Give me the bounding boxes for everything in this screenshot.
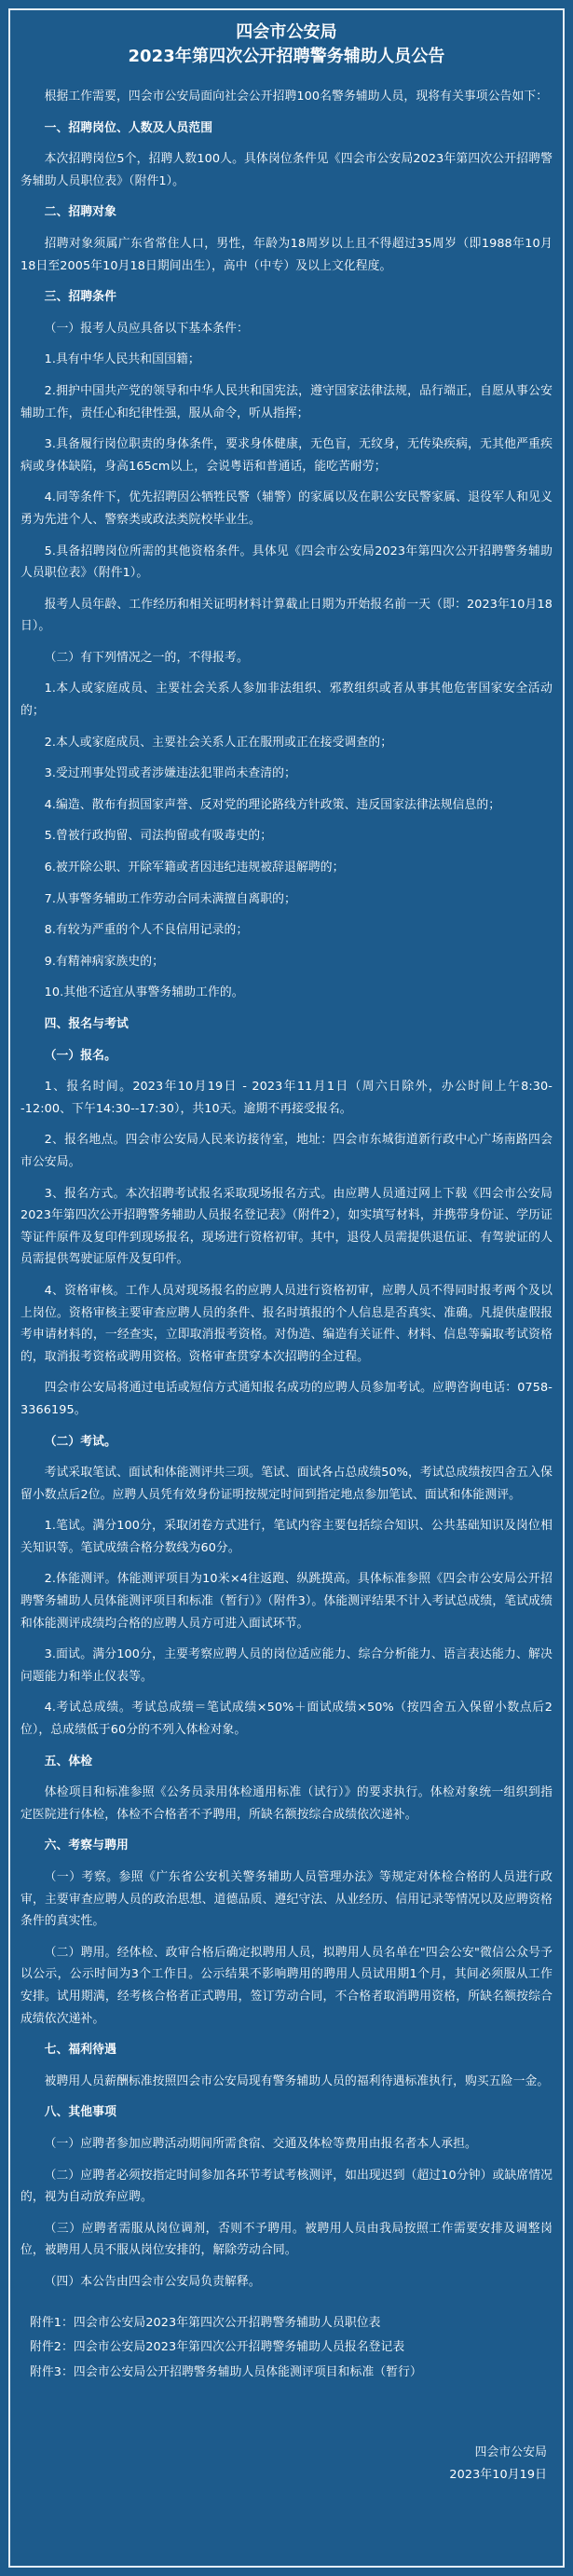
paragraph: 8.有较为严重的个人不良信用记录的； [44, 923, 249, 938]
paragraph: 1.具有中华人民共和国国籍； [44, 352, 200, 367]
paragraph: 体检项目和标准参照《公务员录用体检通用标准（试行）》的要求执行。体检对象统一组织到指定医院进行体检，体检不合格者不予聘用，所缺名额按综合成绩依次递补。 [20, 1785, 553, 1822]
paragraph: 4.同等条件下，优先招聘因公牺牲民警（辅警）的家属以及在职公安民警家属、退役军人和见义勇为先进个人、警察类或政法类院校毕业生。 [20, 490, 553, 527]
announcement-document [20, 21, 553, 2486]
paragraph: 2.本人或家庭成员、主要社会关系人正在服刑或正在接受调查的； [44, 735, 393, 750]
section-heading: 七、福利待遇 [44, 2043, 116, 2058]
paragraph: 3.受过刑事处罚或者涉嫌违法犯罪尚未查清的； [44, 766, 296, 781]
paragraph: 1、报名时间。2023年10月19日 - 2023年11月1日（周六日除外，办公时间上午8:30--12:00、下午14:30--17:30），共10天。逾期不再接受报名。 [20, 1080, 553, 1116]
paragraph: 根据工作需要，四会市公安局面向社会公开招聘100名警务辅助人员，现将有关事项公告如下： [44, 90, 549, 103]
paragraph: （二）有下列情况之一的，不得报考。 [44, 650, 249, 665]
title-line-2: 2023年第四次公开招聘警务辅助人员公告 [128, 47, 445, 66]
section-heading: （二）考试。 [44, 1434, 116, 1449]
paragraph: 4、资格审核。工作人员对现场报名的应聘人员进行资格初审，应聘人员不得同时报考两个及以上岗位。资格审核主要审查应聘人员的条件、报名时填报的个人信息是否真实、准确。凡提供虚假报考申请材料的，一经查实，立即取消报考资格。对伪造、编造有关证件、材料、信息等骗取考试资格的，取消报考资格或聘用资格。资格审查贯穿本次招聘的全过程。 [20, 1283, 553, 1364]
section-heading: 五、体检 [44, 1754, 93, 1769]
paragraph: （一）考察。参照《广东省公安机关警务辅助人员管理办法》等规定对体检合格的人员进行政审，主要审查应聘人员的政治思想、道德品质、遵纪守法、从业经历、信用记录等情况以及应聘资格条件的真实性。 [20, 1870, 553, 1929]
section-heading: 二、招聘对象 [44, 205, 116, 220]
paragraph: 5.具备招聘岗位所需的其他资格条件。具体见《四会市公安局2023年第四次公开招聘警务辅助人员职位表》（附件1）。 [20, 544, 553, 581]
paragraph: 3.面试。满分100分，主要考察应聘人员的岗位适应能力、综合分析能力、语言表达能力、解决问题能力和举止仪表等。 [20, 1647, 553, 1684]
paragraph: 3.具备履行岗位职责的身体条件，要求身体健康，无色盲，无纹身，无传染疾病，无其他严重疾病或身体缺陷，身高165cm以上，会说粤语和普通话，能吃苦耐劳； [20, 437, 553, 474]
paragraph: 1.笔试。满分100分，采取闭卷方式进行，笔试内容主要包括综合知识、公共基础知识及岗位相关知识等。笔试成绩合格分数线为60分。 [20, 1519, 553, 1555]
paragraph: 4.考试总成绩。考试总成绩＝笔试成绩×50%＋面试成绩×50%（按四舍五入保留小数点后2位），总成绩低于60分的不列入体检对象。 [20, 1701, 553, 1738]
paragraph: 被聘用人员薪酬标准按照四会市公安局现有警务辅助人员的福利待遇标准执行，购买五险一金。 [44, 2073, 550, 2088]
paragraph: 6.被开除公职、开除军籍或者因违纪违规被辞退解聘的； [44, 861, 345, 875]
paragraph: 本次招聘岗位5个，招聘人数100人。具体岗位条件见《四会市公安局2023年第四次公开招聘警务辅助人员职位表》（附件1）。 [20, 152, 553, 188]
paragraph: （二）应聘者必须按指定时间参加各环节考试考核测评，如出现迟到（超过10分钟）或缺席情况的，视为自动放弃应聘。 [20, 2168, 553, 2205]
paragraph: 9.有精神病家族史的； [44, 954, 165, 969]
paragraph: 10.其他不适宜从事警务辅助工作的。 [44, 985, 244, 1000]
paragraph: （四）本公告由四会市公安局负责解释。 [44, 2274, 261, 2289]
attachment-item: 附件1：四会市公安局2023年第四次公开招聘警务辅助人员职位表 [30, 2315, 381, 2330]
section-heading: 六、考察与聘用 [44, 1839, 129, 1853]
paragraph: 5.曾被行政拘留、司法拘留或有吸毒史的； [44, 829, 273, 844]
section-heading: 八、其他事项 [44, 2105, 116, 2120]
paragraph: （一）应聘者参加应聘活动期间所需食宿、交通及体检等费用由报名者本人承担。 [44, 2136, 477, 2151]
paragraph: 报考人员年龄、工作经历和相关证明材料计算截止日期为开始报名前一天（即：2023年10月18日）。 [20, 597, 553, 634]
announcement-body [20, 86, 553, 2294]
section-heading: 四、报名与考试 [44, 1017, 129, 1031]
section-heading: 三、招聘条件 [44, 290, 116, 305]
paragraph: 考试采取笔试、面试和体能测评共三项。笔试、面试各占总成绩50%，考试总成绩按四舍五入保留小数点后2位。应聘人员凭有效身份证明按规定时间到指定地点参加笔试、面试和体能测评。 [20, 1466, 553, 1502]
paragraph: 7.从事警务辅助工作劳动合同未满擅自离职的； [44, 891, 296, 906]
signature-date: 2023年10月19日 [449, 2467, 547, 2482]
paragraph: （三）应聘者需服从岗位调剂，否则不予聘用。被聘用人员由我局按照工作需要安排及调整岗位，被聘用人员不服从岗位安排的，解除劳动合同。 [20, 2221, 553, 2258]
attachment-item: 附件3：四会市公安局公开招聘警务辅助人员体能测评项目和标准（暂行） [30, 2364, 422, 2379]
attachment-item: 附件2：四会市公安局2023年第四次公开招聘警务辅助人员报名登记表 [30, 2340, 405, 2355]
section-heading: 一、招聘岗位、人数及人员范围 [44, 120, 213, 135]
paragraph: （一）报考人员应具备以下基本条件： [44, 321, 249, 336]
paragraph: 招聘对象须属广东省常住人口，男性，年龄为18周岁以上且不得超过35周岁（即1988年10月18日至2005年10月18日期间出生），高中（中专）及以上文化程度。 [20, 236, 553, 273]
paragraph: 2.拥护中国共产党的领导和中华人民共和国宪法，遵守国家法律法规，品行端正，自愿从事公安辅助工作，责任心和纪律性强，服从命令，听从指挥； [20, 383, 553, 420]
signature-org: 四会市公安局 [474, 2445, 547, 2460]
paragraph: 2、报名地点。四会市公安局人民来访接待室，地址：四会市东城街道新行政中心广场南路四会市公安局。 [20, 1133, 553, 1169]
paragraph: 3、报名方式。本次招聘考试报名采取现场报名方式。由应聘人员通过网上下载《四会市公安局2023年第四次公开招聘警务辅助人员报名登记表》（附件2），如实填写材料，并携带身份证、学历证等证件原件及复印件到现场报名，现场进行资格初审。其中，退役人员需提供退伍证、有驾驶证的人员需提供驾驶证原件及复印件。 [20, 1186, 553, 1267]
title-line-1: 四会市公安局 [236, 22, 337, 42]
paragraph: （二）聘用。经体检、政审合格后确定拟聘用人员，拟聘用人员名单在"四会公安"微信公众号予以公示，公示时间为3个工作日。公示结果不影响聘用的聘用人员试用期1个月，其间必须服从工作安排。试用期满，经考核合格者正式聘用，签订劳动合同，不合格者取消聘用资格，所缺名额按综合成绩依次递补。 [20, 1945, 553, 2026]
paragraph: 4.编造、散布有损国家声誉、反对党的理论路线方针政策、违反国家法律法规信息的； [44, 797, 501, 812]
section-heading: （一）报名。 [44, 1048, 116, 1063]
paragraph: 四会市公安局将通过电话或短信方式通知报名成功的应聘人员参加考试。应聘咨询电话：0758-3366195。 [20, 1381, 553, 1417]
paragraph: 1.本人或家庭成员、主要社会关系人参加非法组织、邪教组织或者从事其他危害国家安全活动的； [20, 682, 553, 719]
paragraph: 2.体能测评。体能测评项目为10米×4往返跑、纵跳摸高。具体标准参照《四会市公安局公开招聘警务辅助人员体能测评项目和标准（暂行）》（附件3）。体能测评结果不计入考试总成绩，笔试成绩和体能测评成绩均合格的应聘人员方可进入面试环节。 [20, 1572, 553, 1631]
attachment-list [20, 2312, 553, 2384]
